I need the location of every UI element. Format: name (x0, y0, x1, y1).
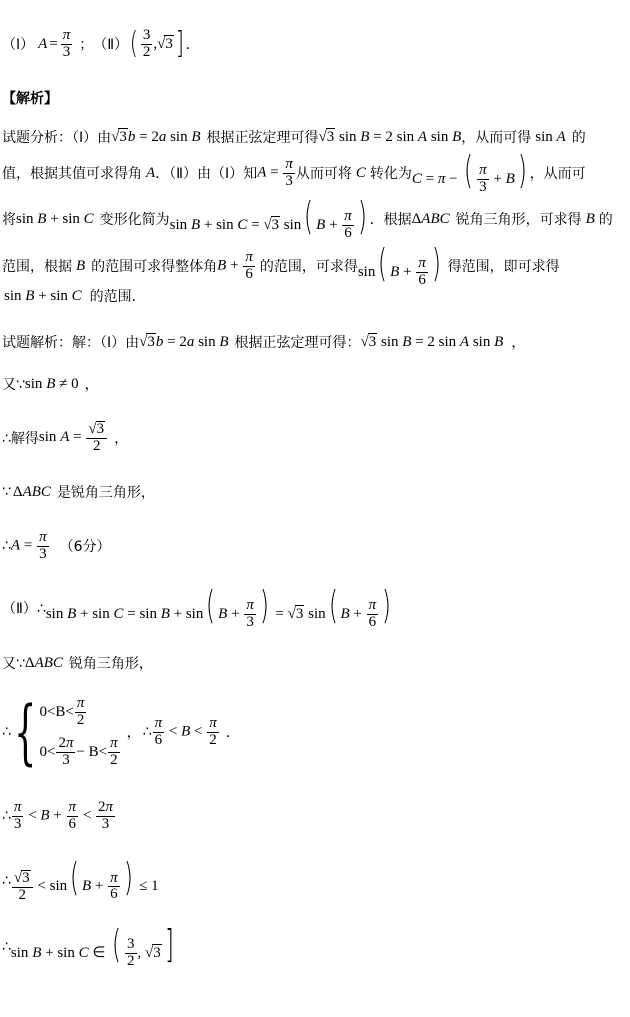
frac-den: 3 (62, 43, 71, 60)
text: ∴ (2, 538, 11, 554)
text: ． (225, 725, 240, 741)
text: ∴ (2, 873, 11, 889)
answer-eq: = (49, 35, 58, 52)
formula-sina-eq: sin A = √ 3 2 (39, 421, 108, 455)
answer-period: ． (185, 37, 200, 53)
var-b: B (76, 257, 86, 274)
text: 将 (2, 212, 16, 228)
formula-sinb-sinc: sin B + sin C (4, 287, 82, 304)
solution-line-10 (0, 857, 630, 905)
answer-a-var: A (38, 35, 48, 52)
formula-sinb-sinc-eq: sin B + sin C = √ 3 sin( B + $\frac{\pi}{6}$ ) (169, 193, 367, 241)
solution-line-4 (0, 481, 630, 503)
system-row-1: 0<B< $\frac{\pi}{2}$ (39, 694, 85, 728)
text: ∴ (2, 939, 11, 955)
text: ．根据 (369, 212, 412, 228)
frac-num: 3 (142, 26, 151, 43)
text: 是锐角三角形， (56, 485, 155, 501)
text: 锐角三角形，可求得 (455, 212, 582, 228)
answer-part2-label: （Ⅱ） (93, 37, 129, 53)
formula-sinb-ne-0: sin B ≠ 0 (24, 375, 79, 392)
formula-a-eq-pi-3: A = $\frac{\pi}{3}$ (257, 155, 293, 189)
solution-line-7 (0, 652, 630, 674)
formula-angle-range: $\frac{\pi}{3}$ < B + $\frac{\pi}{6}$ < $\frac{2\pi}{3}$ (13, 798, 114, 832)
formula-a-eq-pi-3: A = $\frac{\pi}{3}$ (10, 528, 47, 562)
sqrt-radicand: 3 (165, 36, 173, 52)
solution-line-5 (0, 523, 630, 569)
answer-sep: ； (79, 37, 94, 53)
answer-pi-over-3 (61, 28, 73, 61)
analysis-line-5 (0, 285, 630, 307)
text: ，从而可 (529, 166, 586, 182)
formula-triangle-abc: ΔABC (24, 654, 63, 671)
text: 试题解析：解：（Ⅰ）由 (2, 335, 140, 351)
answer-three-halves (141, 28, 153, 61)
formula-sqrt3sinb: √ 3 sin B = 2 sin A sin B (360, 334, 504, 350)
formula-sqrt3sinb: √ 3 sin B = 2 sin A sin B (318, 129, 462, 145)
system-row-2: 0< $\frac{2\pi}{3}$ − B< $\frac{\pi}{2}$ (39, 734, 118, 768)
text: （6分） (59, 539, 111, 555)
text: ∴解得 (2, 431, 39, 447)
solution-line-8 (0, 690, 630, 774)
analysis-line-3 (0, 193, 630, 242)
text: 范围，根据 (2, 259, 72, 275)
text: 试题分析：（Ⅰ）由 (2, 130, 112, 146)
text: ， (84, 377, 99, 393)
text: ， (114, 431, 129, 447)
analysis-line-2 (0, 147, 630, 196)
answer-part1-label: （Ⅰ） (2, 37, 35, 53)
text: 得范围，即可求得 (447, 259, 560, 275)
text: 的范围，可求得 (259, 259, 358, 275)
formula-triangle-abc: ΔABC (12, 483, 51, 500)
analysis-line-1 (0, 125, 630, 149)
answer-comma: , (153, 35, 158, 52)
answer-lparen: ( (129, 26, 139, 61)
formula-sina: sin A (535, 128, 566, 145)
analysis-heading: 【解析】 (2, 91, 58, 107)
answer-rbracket: ] (175, 26, 184, 61)
text: ∴ (142, 724, 152, 740)
formula-sinb-sinc: sin B + sin C (16, 210, 94, 227)
solution-line-9 (0, 793, 630, 839)
formula-sqrt3b-2asinb: √ 3 b = 2a sin B (111, 129, 201, 145)
formula-sqrt3b-2asinb: √ 3 b = 2a sin B (139, 334, 229, 350)
text: （Ⅱ）∴ (2, 601, 46, 617)
formula-b-plus-pi-6: B + $\frac{\pi}{6}$ (217, 248, 253, 282)
text: 的范围可求得整体角 (91, 259, 218, 275)
text: 的范围． (89, 289, 146, 305)
answer-sqrt3: √ 3 (157, 36, 173, 52)
formula-b-range: $\frac{\pi}{6}$ < B < $\frac{\pi}{2}$ (154, 714, 217, 748)
solution-line-11 (0, 921, 630, 970)
text: 锐角三角形， (68, 656, 153, 672)
formula-c-eq: C = π − ( $\frac{\pi}{3}$ + B) (411, 147, 527, 195)
solution-line-3 (0, 415, 630, 461)
solution-line-2 (0, 373, 630, 395)
text: 值，根据其值可求得角 (2, 166, 142, 182)
formula-sin-range: √ 3 2 < sin( B + $\frac{\pi}{6}$ ) ≤ 1 (13, 855, 159, 903)
var-b: B (585, 210, 595, 227)
analysis-line-4 (0, 240, 630, 289)
text: 的 (571, 130, 586, 146)
text: 又∵ (2, 656, 25, 672)
text: ， (126, 725, 141, 741)
formula-triangle-abc: ΔABC (411, 210, 450, 227)
text: 变形化简为 (99, 212, 170, 228)
text: 根据正弦定理可得 (206, 130, 319, 146)
text: ∵ (2, 484, 11, 500)
text: 又∵ (2, 377, 25, 393)
formula-sum-sines: sin B + sin C = sin B + sin( B + $\frac{\pi}{3}$ ) = √ 3 sin( B + $\frac{\pi}{6}$ ) (45, 582, 391, 630)
inequality-system (39, 692, 120, 772)
text: ∴ (2, 808, 11, 824)
text: ， (511, 335, 526, 351)
frac-den: 2 (142, 43, 151, 60)
text: 根据正弦定理可得： (234, 335, 361, 351)
text: 从而可将 (295, 166, 352, 182)
text: ，从而可得 (461, 130, 532, 146)
frac-num: π (62, 26, 71, 43)
var-c: C (355, 164, 366, 181)
solution-line-1 (0, 330, 630, 354)
text: 的 (598, 212, 613, 228)
text: 转化为 (369, 166, 412, 182)
left-brace: { (14, 691, 37, 773)
text: ．（Ⅱ）由（Ⅰ）知 (155, 166, 258, 182)
formula-final-range: sin B + sin C ∈ ( $\frac{3}{2}$ , √ 3 ] (10, 921, 174, 969)
solution-line-6 (0, 582, 630, 631)
therefore-symbol: ∴ (2, 724, 11, 740)
answer-line (0, 22, 630, 66)
formula-sin-b-pi-6: sin( B + $\frac{\pi}{6}$ ) (357, 240, 441, 288)
var-a: A (146, 164, 156, 181)
